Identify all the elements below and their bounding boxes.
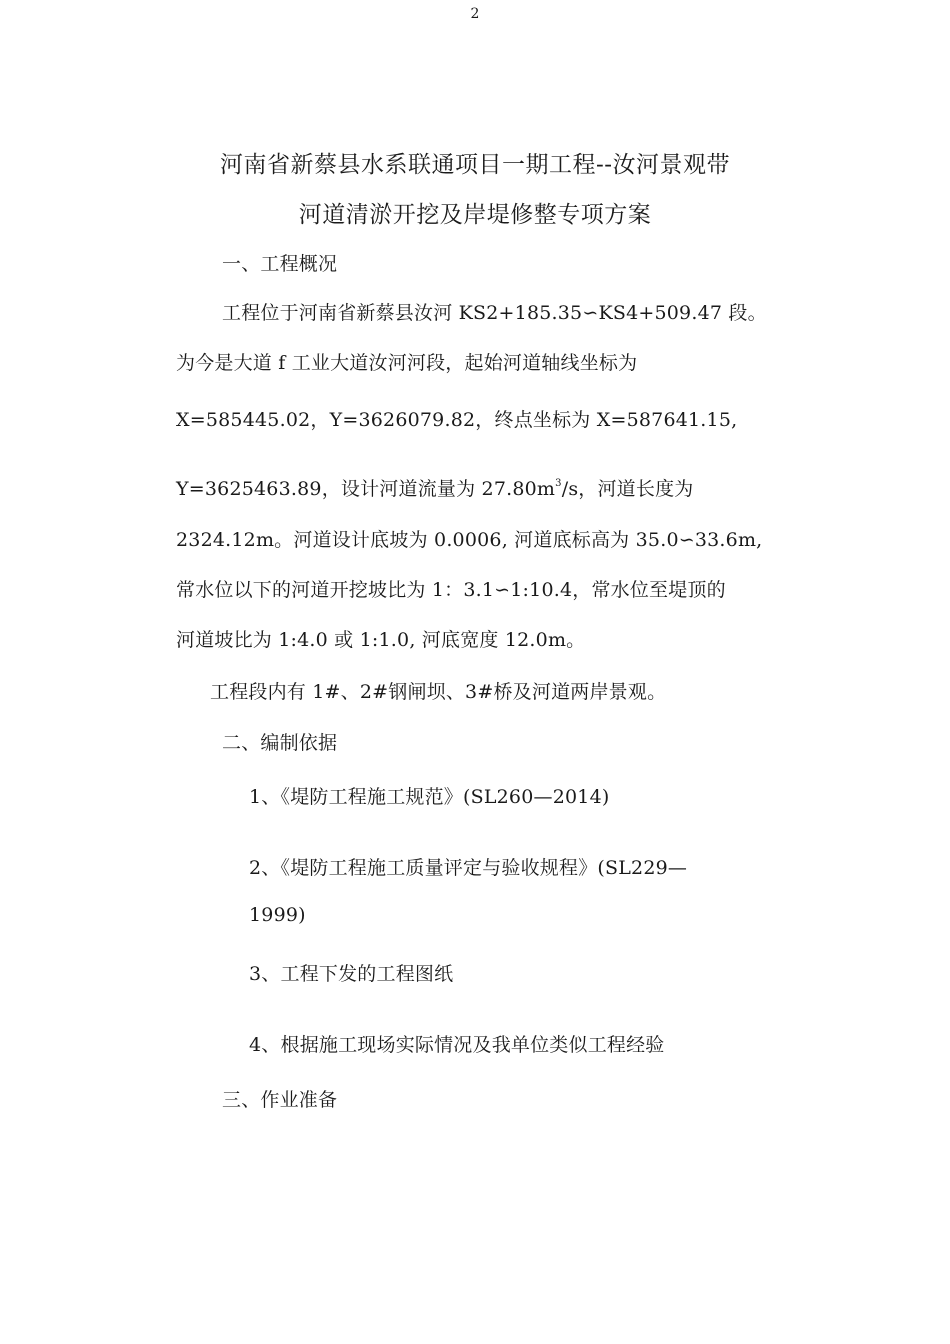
cubic-superscript: 3	[555, 478, 562, 489]
section-1-line-5: 2324.12m。河道设计底坡为 0.0006, 河道底标高为 35.0∽33.6m,	[176, 529, 763, 551]
section-1-line-4	[176, 474, 693, 501]
reference-item-4: 4、根据施工现场实际情况及我单位类似工程经验	[249, 1034, 665, 1056]
document-title-line-1: 河南省新蔡县水系联通项目一期工程--汝河景观带	[219, 152, 731, 178]
section-1-paragraph-2: 工程段内有 1#、2#钢闸坝、3#桥及河道两岸景观。	[210, 681, 667, 703]
section-1-line-1: 工程位于河南省新蔡县汝河 KS2+185.35∽KS4+509.47 段。	[222, 302, 767, 324]
reference-item-2: 2、《堤防工程施工质量评定与验收规程》(SL229—	[249, 857, 688, 879]
section-1-line-6: 常水位以下的河道开挖坡比为 1：3.1∽1:10.4，常水位至堤顶的	[176, 579, 726, 601]
reference-item-1: 1、《堤防工程施工规范》(SL260—2014)	[249, 786, 610, 808]
section-3-heading: 三、作业准备	[222, 1089, 338, 1111]
section-2-heading: 二、编制依据	[222, 732, 338, 754]
line-4-text-after: /s，河道长度为	[561, 478, 694, 500]
document-title-line-2: 河道清淤开挖及岸堤修整专项方案	[298, 202, 652, 228]
section-1-line-2: 为今是大道 f 工业大道汝河河段，起始河道轴线坐标为	[176, 352, 638, 374]
section-1-line-3: X=585445.02，Y=3626079.82，终点坐标为 X=587641.15,	[176, 409, 738, 431]
page-number: 2	[470, 6, 480, 22]
reference-item-3: 3、工程下发的工程图纸	[249, 963, 454, 985]
line-4-text-before: Y=3625463.89，设计河道流量为 27.80m	[176, 478, 556, 500]
reference-item-2-continued: 1999)	[249, 904, 306, 926]
section-1-line-7: 河道坡比为 1:4.0 或 1:1.0, 河底宽度 12.0m。	[176, 629, 586, 651]
section-1-heading: 一、工程概况	[222, 253, 338, 275]
